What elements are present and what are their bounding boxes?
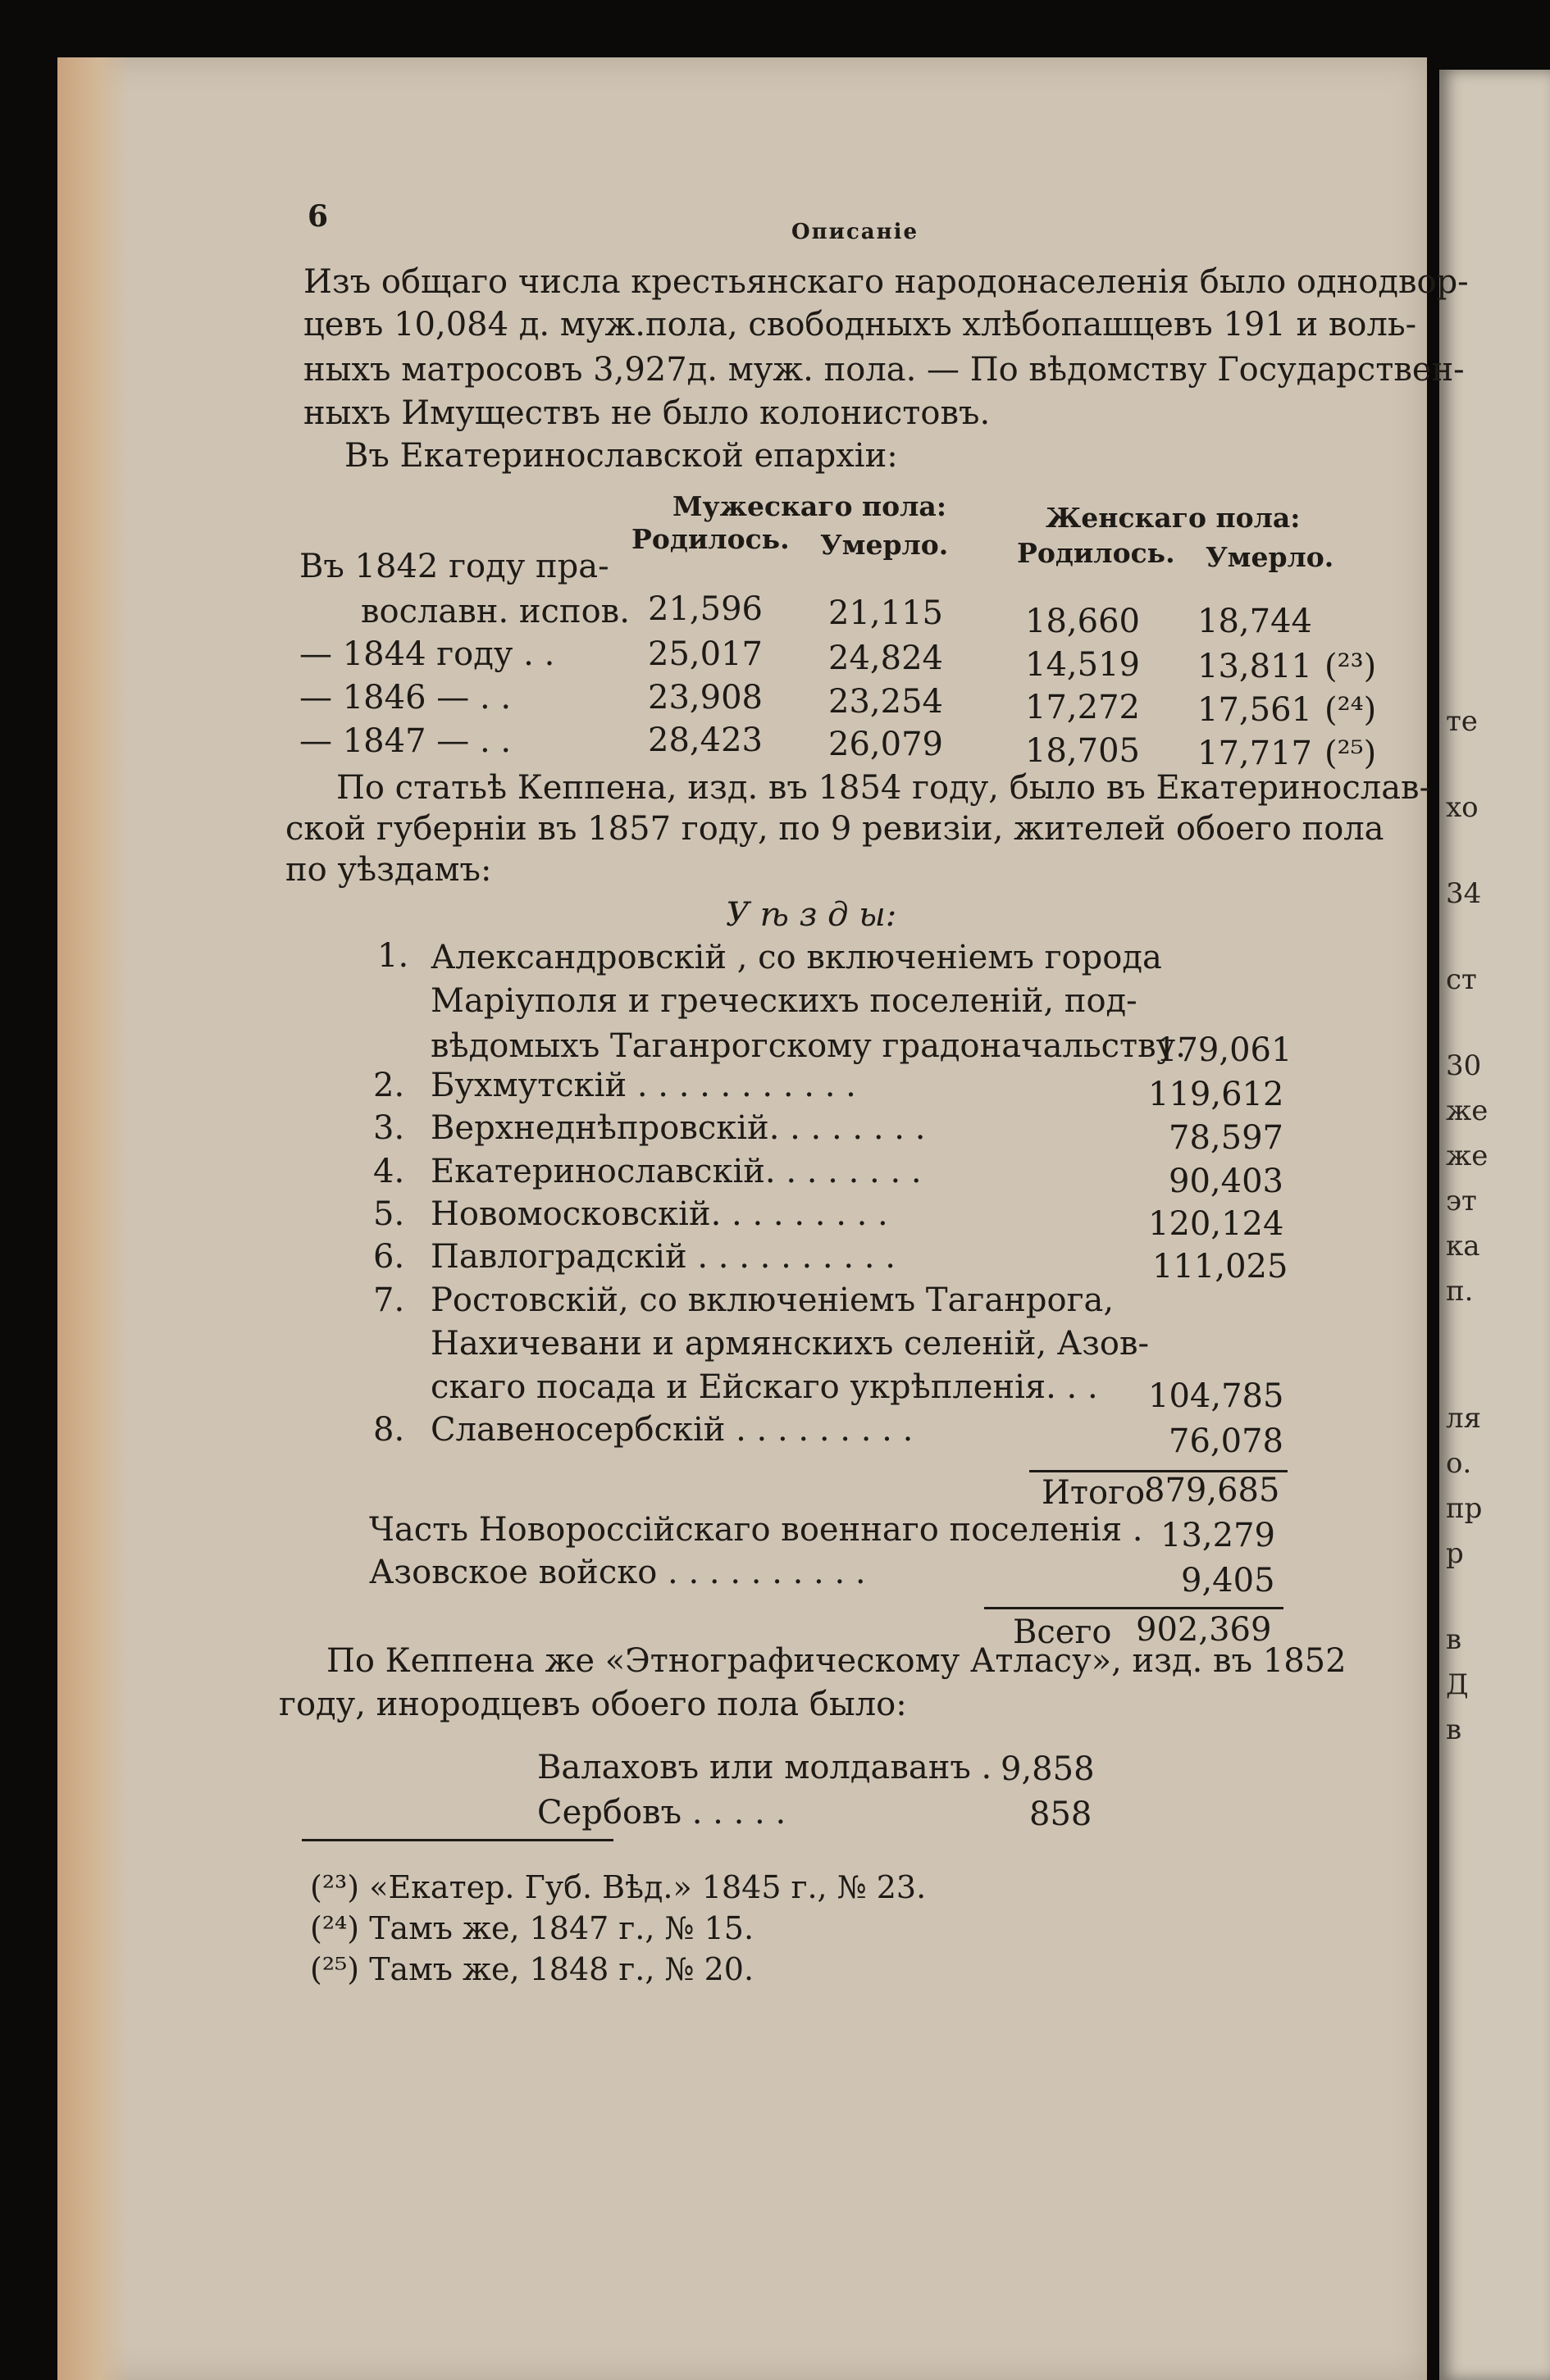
adjacent-fragment: Д <box>1446 1668 1469 1701</box>
female-died-value: 17,561 <box>1197 691 1312 729</box>
atlas-line: По Кеппена же «Этнографическому Атласу», изд. въ 1852 <box>326 1642 1347 1680</box>
district-number: 1. <box>377 937 409 975</box>
district-name: Бухмутскій . . . . . . . . . . . <box>431 1067 856 1104</box>
adjacent-fragment: те <box>1446 705 1478 738</box>
adjacent-fragment: ст <box>1446 963 1477 996</box>
district-name: Ростовскій, со включеніемъ Таганрога, <box>431 1281 1115 1319</box>
adjacent-fragment: же <box>1446 1140 1488 1172</box>
female-died-header: Умерло. <box>1206 541 1334 573</box>
foreigner-label: Сербовъ . . . . . <box>537 1794 786 1832</box>
male-header: Мужескаго пола: <box>672 490 946 522</box>
female-died-value: 18,744 <box>1197 603 1312 640</box>
district-number: 7. <box>373 1281 405 1319</box>
district-value: 120,124 <box>1148 1205 1284 1243</box>
adjacent-fragment: ля <box>1446 1402 1482 1435</box>
adjacent-fragment: пр <box>1446 1492 1483 1525</box>
district-name: Павлоградскій . . . . . . . . . . <box>431 1238 896 1276</box>
female-born-value: 17,272 <box>1025 689 1140 726</box>
adjacent-fragment: ка <box>1446 1230 1480 1263</box>
district-value: 90,403 <box>1169 1163 1283 1200</box>
district-name: Маріуполя и греческихъ поселеній, под- <box>431 982 1137 1020</box>
page-number: 6 <box>308 199 329 234</box>
district-number: 8. <box>373 1411 405 1449</box>
extra-value: 9,405 <box>1181 1562 1275 1600</box>
intro-line: ныхъ матросовъ 3,927д. муж. пола. — По вѣдомству Государствен- <box>303 351 1465 389</box>
district-number: 4. <box>373 1153 405 1190</box>
male-born-value: 25,017 <box>648 635 763 673</box>
male-born-value: 21,596 <box>648 590 763 628</box>
foreigner-label: Валаховъ или молдаванъ . <box>537 1749 992 1786</box>
district-number: 2. <box>373 1067 405 1104</box>
intro-line: цевъ 10,084 д. муж.пола, свободныхъ хлѣбопашцевъ 191 и воль- <box>303 306 1417 344</box>
adjacent-fragment: в <box>1446 1713 1462 1746</box>
adjacent-fragment: хо <box>1446 791 1479 824</box>
male-born-value: 23,908 <box>648 679 763 717</box>
adjacent-fragment: о. <box>1446 1447 1472 1480</box>
district-number: 3. <box>373 1109 405 1147</box>
male-born-header: Родилось. <box>631 523 790 555</box>
male-born-value: 28,423 <box>648 721 763 759</box>
district-name: Нахичевани и армянскихъ селеній, Азов- <box>431 1325 1150 1363</box>
adjacent-fragment: в <box>1446 1623 1462 1656</box>
keppen-line: ской губерніи въ 1857 году, по 9 ревизіи, жителей обоего пола <box>285 810 1384 848</box>
grand-total-value: 902,369 <box>1136 1611 1272 1649</box>
district-value: 111,025 <box>1152 1248 1288 1286</box>
district-number: 6. <box>373 1238 405 1276</box>
footnote-ref: (²³) <box>1324 648 1377 685</box>
footnote-ref: (²⁵) <box>1324 735 1377 772</box>
male-died-value: 26,079 <box>828 726 943 763</box>
page-edge <box>57 57 131 2380</box>
atlas-line: году, инородцевъ обоего пола было: <box>279 1686 907 1723</box>
district-value: 119,612 <box>1148 1076 1284 1113</box>
foreigner-value: 9,858 <box>1001 1750 1095 1788</box>
foreigner-value: 858 <box>1029 1795 1092 1833</box>
district-name: Екатеринославскій. . . . . . . . <box>431 1153 922 1190</box>
row-label: вославн. испов. <box>361 593 630 630</box>
extra-label: Часть Новороссійскаго военнаго поселенія . <box>369 1511 1143 1549</box>
footnote-ref: (²⁴) <box>1324 691 1377 729</box>
running-header: Описаніе <box>791 220 919 244</box>
district-value: 104,785 <box>1148 1377 1284 1415</box>
keppen-line: По статьѣ Кеппена, изд. въ 1854 году, было въ Екатеринослав- <box>336 769 1431 807</box>
district-name: Новомосковскій. . . . . . . . . <box>431 1195 888 1233</box>
adjacent-fragment: 30 <box>1446 1049 1482 1082</box>
district-name: Славеносербскій . . . . . . . . . <box>431 1411 914 1449</box>
diocese-line: Въ Екатеринославской епархіи: <box>344 437 898 475</box>
male-died-value: 23,254 <box>828 683 943 721</box>
female-born-value: 18,705 <box>1025 732 1140 770</box>
districts-heading: У ѣ з д ы: <box>726 896 897 934</box>
row-label: Въ 1842 году пра- <box>299 548 609 585</box>
extra-label: Азовское войско . . . . . . . . . . <box>369 1554 866 1591</box>
adjacent-fragment: р <box>1446 1537 1464 1570</box>
row-label: — 1847 — . . <box>299 722 512 760</box>
district-value: 76,078 <box>1169 1422 1283 1460</box>
total-label: Итого <box>1042 1474 1146 1512</box>
footnote: (²⁵) Тамъ же, 1848 г., № 20. <box>310 1951 754 1987</box>
district-name: вѣдомыхъ Таганрогскому градоначальству. <box>431 1027 1186 1065</box>
male-died-value: 24,824 <box>828 639 943 677</box>
adjacent-fragment: 34 <box>1446 877 1482 910</box>
grand-total-rule <box>984 1607 1283 1609</box>
female-died-value: 17,717 <box>1197 735 1312 772</box>
district-name: Верхнеднѣпровскій. . . . . . . . <box>431 1109 926 1147</box>
male-died-header: Умерло. <box>820 529 949 561</box>
row-label: — 1844 году . . <box>299 635 555 673</box>
adjacent-fragment: п. <box>1446 1275 1474 1308</box>
female-born-header: Родилось. <box>1017 537 1175 569</box>
female-born-value: 14,519 <box>1025 646 1140 684</box>
female-died-value: 13,811 <box>1197 648 1312 685</box>
male-died-value: 21,115 <box>828 594 943 632</box>
intro-line: ныхъ Имуществъ не было колонистовъ. <box>303 394 991 432</box>
total-value: 879,685 <box>1144 1472 1280 1509</box>
female-born-value: 18,660 <box>1025 603 1140 640</box>
grand-total-label: Всего <box>1013 1613 1112 1651</box>
intro-line: Изъ общаго числа крестьянскаго народонаселенія было однодвор- <box>303 263 1469 301</box>
row-label: — 1846 — . . <box>299 679 512 717</box>
adjacent-fragment: же <box>1446 1094 1488 1127</box>
female-header: Женскаго пола: <box>1046 502 1301 534</box>
footnote-rule <box>302 1839 613 1841</box>
footnote: (²³) «Екатер. Губ. Вѣд.» 1845 г., № 23. <box>310 1869 927 1905</box>
keppen-line: по уѣздамъ: <box>285 851 492 889</box>
footnote: (²⁴) Тамъ же, 1847 г., № 15. <box>310 1910 754 1946</box>
district-value: 78,597 <box>1169 1119 1283 1157</box>
adjacent-fragment: эт <box>1446 1185 1477 1217</box>
extra-value: 13,279 <box>1160 1517 1275 1554</box>
district-name: скаго посада и Ейскаго укрѣпленія. . . <box>431 1368 1098 1406</box>
district-number: 5. <box>373 1195 405 1233</box>
district-value: 179,061 <box>1156 1031 1292 1069</box>
adjacent-page <box>1439 70 1550 2380</box>
district-name: Александровскій , со включеніемъ города <box>431 939 1162 976</box>
